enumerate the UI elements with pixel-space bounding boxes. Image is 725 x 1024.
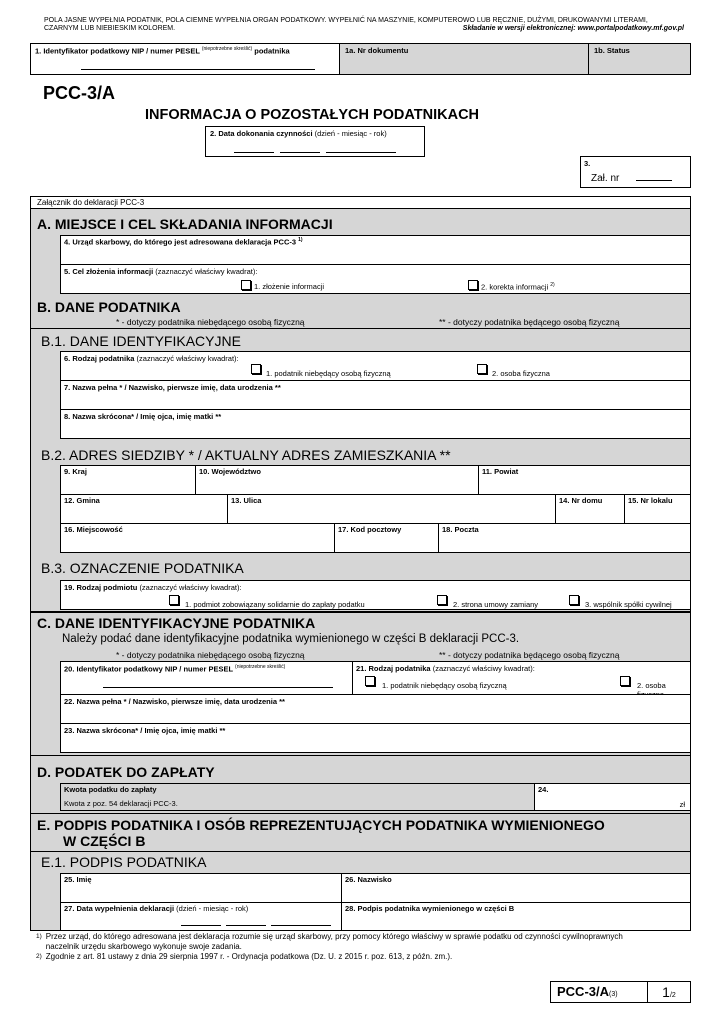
field-25-label: 25. Imię: [64, 875, 92, 884]
field-25-first-name[interactable]: [60, 873, 342, 903]
field-1b-status: [589, 44, 690, 74]
field-15-label: 15. Nr lokalu: [628, 496, 673, 505]
field-20-taxpayer-id[interactable]: [60, 661, 353, 695]
field-12-municipality[interactable]: [60, 494, 228, 524]
section-e-title-line2: W CZĘŚCI B: [63, 833, 146, 849]
section-c-note1: * - dotyczy podatnika niebędącego osobą fizyczną: [116, 650, 305, 660]
field-6-label: 6. Rodzaj podatnika: [64, 354, 135, 363]
footer-version: (3): [609, 991, 618, 998]
field-2-day: [234, 149, 274, 153]
field-27-hint: (dzień - miesiąc - rok): [176, 904, 249, 913]
field-8-label: 8. Nazwa skrócona* / Imię ojca, imię matki **: [64, 412, 222, 421]
field-28-signature[interactable]: [341, 902, 691, 931]
section-b3-title: B.3. OZNACZENIE PODATNIKA: [41, 560, 244, 576]
field-7-label: 7. Nazwa pełna * / Nazwisko, pierwsze imię, data urodzenia **: [64, 383, 281, 392]
field-17-label: 17. Kod pocztowy: [338, 525, 402, 534]
field-10-label: 10. Województwo: [199, 467, 261, 476]
field-21-taxpayer-type: [352, 661, 691, 695]
field-23-short-name[interactable]: [60, 723, 691, 753]
divider: [31, 813, 690, 814]
field-3-attachment-number[interactable]: [580, 156, 691, 188]
field-5-opt2-label: 2. korekta informacji: [481, 282, 549, 292]
field-24-tax-amount[interactable]: [534, 783, 691, 811]
footnote-2-text: Zgodnie z art. 81 ustawy z dnia 29 sierpnia 1997 r. - Ordynacja podatkowa (Dz. U. z 2015 r. poz. 613, z późn. zm.).: [45, 952, 453, 961]
field-6-opt1-label: 1. podatnik niebędący osobą fizyczną: [266, 369, 391, 378]
field-19-opt1-label: 1. podmiot zobowiązany solidarnie do zapłaty podatku: [185, 600, 365, 609]
field-21-opt2-label: 2. osoba: [637, 681, 666, 690]
field-13-street[interactable]: [227, 494, 556, 524]
footer-code-cell: [551, 982, 648, 1002]
field-28-label: 28. Podpis podatnika wymienionego w części B: [345, 904, 515, 913]
section-b-note2: ** - dotyczy podatnika będącego osobą fizyczną: [439, 317, 620, 327]
field-5-label: 5. Cel złożenia informacji: [64, 267, 154, 276]
top-id-row: [30, 43, 691, 75]
section-c-title: C. DANE IDENTYFIKACYJNE PODATNIKA: [37, 615, 316, 631]
field-27-day: [181, 922, 221, 926]
divider: [31, 328, 690, 329]
field-16-label: 16. Miejscowość: [64, 525, 123, 534]
field-4-sup: 1): [298, 237, 303, 243]
form-body: [30, 196, 691, 931]
field-9-label: 9. Kraj: [64, 467, 87, 476]
section-b1-title: B.1. DANE IDENTYFIKACYJNE: [41, 333, 241, 349]
section-d-title: D. PODATEK DO ZAPŁATY: [37, 764, 215, 780]
field-21-checkbox-natural[interactable]: [620, 676, 630, 686]
divider: [31, 755, 690, 756]
header-line2-right: Składanie w wersji elektronicznej: www.portalpodatkowy.mf.gov.pl: [462, 25, 684, 32]
field-5-purpose: [60, 264, 691, 294]
field-19-opt2-label: 2. strona umowy zamiany: [453, 600, 539, 609]
field-13-label: 13. Ulica: [231, 496, 262, 505]
field-1b-label: 1b. Status: [594, 46, 630, 55]
field-27-completion-date[interactable]: [60, 902, 342, 931]
field-6-opt2-label: 2. osoba fizyczna: [492, 369, 550, 378]
footer-page-cell: [648, 982, 690, 1002]
field-21-label: 21. Rodzaj podatnika: [356, 664, 431, 673]
field-27-month: [226, 922, 266, 926]
section-a-title: A. MIEJSCE I CEL SKŁADANIA INFORMACJI: [37, 216, 333, 232]
field-5-checkbox-correction[interactable]: [468, 280, 478, 290]
field-1-label: 1. Identyfikator podatkowy NIP / numer PESEL: [35, 46, 200, 56]
footer-total: /2: [669, 992, 676, 999]
field-20-note: (niepotrzebne skreślić): [235, 664, 286, 670]
field-22-label: 22. Nazwa pełna * / Nazwisko, pierwsze imię, data urodzenia **: [64, 697, 285, 706]
field-5-opt2-sup: 2): [550, 282, 555, 288]
field-10-province[interactable]: [195, 465, 479, 495]
field-11-label: 11. Powiat: [482, 467, 519, 476]
field-19-opt3-label: 3. wspólnik spółki cywilnej: [585, 600, 672, 609]
field-4-label: 4. Urząd skarbowy, do którego jest adresowana deklaracja PCC-3: [64, 237, 297, 247]
form-title: INFORMACJA O POZOSTAŁYCH PODATNIKACH: [145, 107, 480, 123]
field-22-full-name[interactable]: [60, 694, 691, 724]
field-18-label: 18. Poczta: [442, 525, 479, 534]
field-3-label: 3.: [584, 159, 591, 168]
field-24-currency: zł: [679, 800, 685, 809]
section-b-title: B. DANE PODATNIKA: [37, 299, 181, 315]
field-1-suffix: podatnika: [254, 46, 290, 56]
field-3-text: Zał. nr: [591, 173, 620, 184]
field-17-postal-code[interactable]: [334, 523, 439, 553]
field-20-label: 20. Identyfikator podatkowy NIP / numer PESEL: [64, 664, 233, 674]
field-2-label: 2. Data dokonania czynności: [210, 129, 313, 138]
field-18-post-office[interactable]: [438, 523, 691, 553]
footnote-1-line1: Przez urząd, do którego adresowana jest deklaracja rozumie się urząd skarbowy, przy pomocy którego właściwy w sprawie podatku od czynności cywilnoprawnych: [45, 932, 623, 941]
field-2-year: [326, 149, 396, 153]
field-19-checkbox-exchange-party[interactable]: [437, 595, 447, 605]
field-19-checkbox-joint-liable[interactable]: [169, 595, 179, 605]
field-1-input-ticks: [81, 66, 315, 70]
section-b-note1: * - dotyczy podatnika niebędącego osobą fizyczną: [116, 317, 305, 327]
field-14-label: 14. Nr domu: [559, 496, 603, 505]
field-26-label: 26. Nazwisko: [345, 875, 392, 884]
field-1a-label: 1a. Nr dokumentu: [345, 46, 409, 55]
field-20-ticks: [103, 684, 333, 688]
footnote-1-number: 1): [36, 933, 42, 940]
field-26-last-name[interactable]: [341, 873, 691, 903]
field-5-hint: (zaznaczyć właściwy kwadrat):: [155, 267, 258, 276]
field-2-hint: (dzień - miesiąc - rok): [314, 129, 387, 138]
footer-box: [550, 981, 691, 1003]
section-c-note2: ** - dotyczy podatnika będącego osobą fizyczną: [439, 650, 620, 660]
field-5-checkbox-submission[interactable]: [241, 280, 251, 290]
section-e-title-line1: E. PODPIS PODATNIKA I OSÓB REPREZENTUJĄCYCH PODATNIKA WYMIENIONEGO: [37, 817, 605, 833]
field-19-hint: (zaznaczyć właściwy kwadrat):: [139, 583, 242, 592]
field-23-label: 23. Nazwa skrócona* / Imię ojca, imię matki **: [64, 726, 226, 735]
attachment-text: Załącznik do deklaracji PCC-3: [37, 198, 145, 207]
field-21-hint: (zaznaczyć właściwy kwadrat):: [432, 664, 535, 673]
field-16-city[interactable]: [60, 523, 335, 553]
field-8-short-name[interactable]: [60, 409, 691, 439]
footer-code: PCC-3/A: [557, 984, 610, 999]
field-6-checkbox-non-natural[interactable]: [251, 364, 261, 374]
field-24-label: 24.: [538, 785, 549, 794]
field-21-checkbox-non-natural[interactable]: [365, 676, 375, 686]
footnote-1-line2: naczelnik urzędu skarbowego wykonuje swoje zadania.: [45, 942, 242, 951]
section-e1-title: E.1. PODPIS PODATNIKA: [41, 854, 207, 870]
section-d-row-hint: Kwota z poz. 54 deklaracji PCC-3.: [64, 799, 178, 808]
field-2-date[interactable]: [205, 126, 425, 157]
field-27-label: 27. Data wypełnienia deklaracji: [64, 904, 175, 913]
field-4-tax-office[interactable]: [60, 235, 691, 265]
field-1-taxpayer-id[interactable]: [31, 44, 340, 74]
field-12-label: 12. Gmina: [64, 496, 100, 505]
footer-page: 1: [662, 984, 670, 1000]
field-6-taxpayer-type: [60, 351, 691, 381]
footnotes: [36, 932, 696, 962]
header-line2-left: CZARNYM LUB NIEBIESKIM KOLOREM.: [44, 25, 176, 32]
footnote-2-number: 2): [36, 953, 42, 960]
field-11-county[interactable]: [478, 465, 691, 495]
field-9-country[interactable]: [60, 465, 196, 495]
field-21-opt1-label: 1. podatnik niebędący osobą fizyczną: [382, 681, 507, 690]
divider: [31, 611, 690, 613]
field-1a-document-number: [340, 44, 589, 74]
field-7-full-name[interactable]: [60, 380, 691, 410]
field-3-ticks: [636, 177, 672, 181]
field-19-entity-type: [60, 580, 691, 610]
field-19-checkbox-partner[interactable]: [569, 595, 579, 605]
field-2-month: [280, 149, 320, 153]
section-d-description: [60, 783, 535, 811]
header-instructions: [44, 17, 684, 33]
divider: [31, 851, 690, 852]
field-19-label: 19. Rodzaj podmiotu: [64, 583, 138, 592]
field-14-house-number[interactable]: [555, 494, 625, 524]
field-15-apartment-number[interactable]: [624, 494, 691, 524]
field-27-year: [271, 922, 331, 926]
field-6-hint: (zaznaczyć właściwy kwadrat):: [136, 354, 239, 363]
section-d-row-label: Kwota podatku do zapłaty: [64, 785, 157, 794]
section-b2-title: B.2. ADRES SIEDZIBY * / AKTUALNY ADRES ZAMIESZKANIA **: [41, 447, 451, 463]
header-line1: POLA JASNE WYPEŁNIA PODATNIK, POLA CIEMNE WYPEŁNIA ORGAN PODATKOWY. WYPEŁNIĆ NA MASZYNIE, KOMPUTEROWO LUB RĘCZNIE, DUŻYMI, DRUKOWANYMI LITERAMI,: [44, 17, 648, 24]
section-e-title: [37, 817, 605, 849]
attachment-line: [31, 197, 690, 209]
field-5-opt1-label: 1. złożenie informacji: [254, 282, 325, 291]
section-c-intro: Należy podać dane identyfikacyjne podatnika wymienionego w części B deklaracji PCC-3.: [62, 633, 520, 645]
field-1-note: (niepotrzebne skreślić): [201, 46, 253, 52]
form-code: PCC-3/A: [43, 83, 116, 103]
field-6-checkbox-natural[interactable]: [477, 364, 487, 374]
